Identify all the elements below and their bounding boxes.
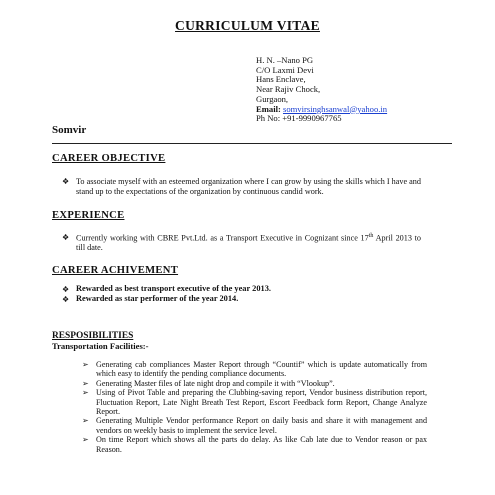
list-item bbox=[82, 435, 427, 454]
document-title: CURRICULUM VITAE bbox=[175, 18, 320, 33]
arrow-bullet-icon: ➢ bbox=[82, 435, 89, 445]
superscript: th bbox=[368, 233, 374, 239]
arrow-bullet-icon: ➢ bbox=[82, 416, 89, 426]
divider bbox=[52, 143, 452, 144]
experience-text bbox=[76, 232, 421, 253]
email-link[interactable]: somvirsinghsanwal@yahoo.in bbox=[282, 103, 388, 114]
achievement-item: Rewarded as star performer of the year 2014. bbox=[76, 294, 239, 303]
list-item bbox=[82, 416, 427, 435]
experience-text-b: April 2013 to till date. bbox=[76, 233, 422, 253]
candidate-name: Somvir bbox=[52, 124, 87, 136]
arrow-bullet-icon: ➢ bbox=[82, 360, 89, 369]
address-line: Near Rajiv Chock, bbox=[256, 84, 321, 95]
phone-line: Ph No: +91-9990967765 bbox=[256, 113, 342, 124]
address-line: Gurgaon, bbox=[256, 93, 289, 104]
achievement-item: Rewarded as best transport executive of the year 2013. bbox=[76, 284, 271, 293]
responsibilities-subheading: Transportation Facilities:- bbox=[52, 341, 149, 351]
list-item-text: Using of Pivot Table and preparing the Clubbing-saving report, Vendor business distribution report, Fluctuation Report, Late Night Breath Test Report, Escort Feedback form Report, Change Analyze Report. bbox=[96, 388, 427, 417]
career-objective-text: To associate myself with an esteemed organization where I can grow by using the skills which I have and stand up to the expectations of the organization by continuous candid work. bbox=[76, 177, 421, 196]
list-item bbox=[82, 388, 427, 416]
address-block bbox=[256, 56, 387, 124]
list-item-text: Generating cab compliances Master Report through “Countif” which is update automatically from which easy to identify the pending compliance documents. bbox=[96, 360, 427, 379]
list-item-text: Generating Multiple Vendor performance Report on daily basis and share it with management and vendors on weekly basis to implement the service level. bbox=[96, 416, 427, 435]
email-label: Email: bbox=[256, 103, 281, 114]
section-heading-experience: EXPERIENCE bbox=[52, 210, 125, 221]
diamond-bullet-icon: ❖ bbox=[62, 285, 70, 294]
diamond-bullet-icon: ❖ bbox=[62, 177, 70, 186]
section-heading-career-objective: CAREER OBJECTIVE bbox=[52, 153, 166, 164]
section-heading-career-achievement: CAREER ACHIVEMENT bbox=[52, 265, 179, 276]
arrow-bullet-icon: ➢ bbox=[82, 388, 89, 398]
list-item-text: Generating Master files of late night drop and compile it with “Vlookup”. bbox=[96, 378, 335, 388]
arrow-bullet-icon: ➢ bbox=[82, 378, 89, 388]
address-line: H. N. –Nano PG bbox=[256, 55, 314, 65]
address-line: C/O Laxmi Devi bbox=[256, 64, 314, 75]
diamond-bullet-icon: ❖ bbox=[62, 295, 70, 304]
list-item bbox=[82, 360, 427, 379]
diamond-bullet-icon: ❖ bbox=[62, 233, 70, 242]
experience-text-a: Currently working with CBRE Pvt.Ltd. as a Transport Executive in Cognizant since 17 bbox=[76, 233, 369, 243]
section-heading-responsibilities: RESPOSIBILITIES bbox=[52, 331, 134, 341]
responsibilities-list bbox=[82, 360, 427, 454]
address-line: Hans Enclave, bbox=[256, 74, 306, 85]
list-item bbox=[82, 379, 427, 388]
list-item-text: On time Report which shows all the parts do delay. As like Cab late due to Vendor reason or pax Reason. bbox=[96, 435, 427, 454]
